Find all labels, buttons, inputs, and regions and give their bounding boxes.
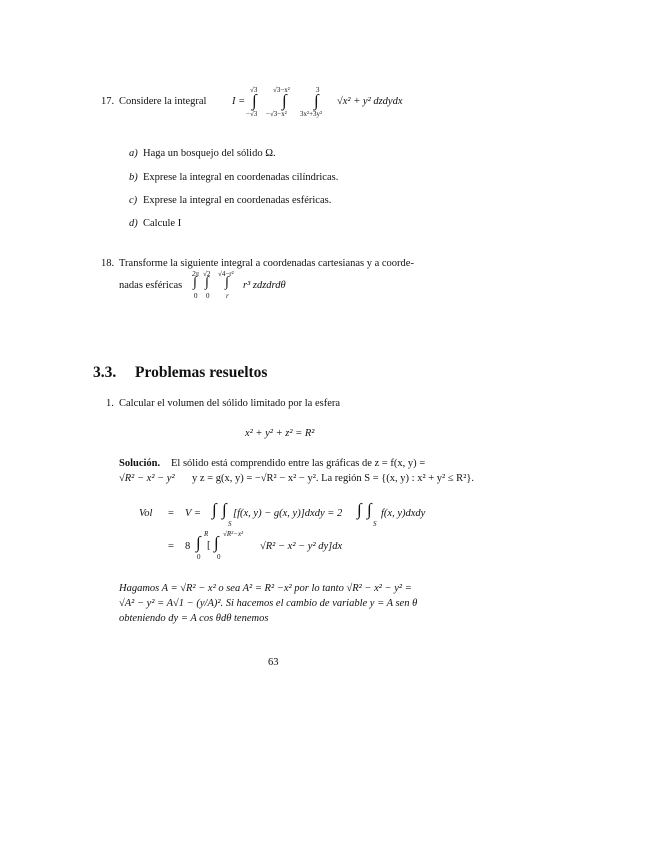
lim3-bot: r — [226, 292, 229, 300]
integral-sign: ∫ — [367, 500, 372, 519]
lim3-top: 3 — [316, 86, 320, 94]
item-label: d) — [129, 218, 138, 229]
item-label: b) — [129, 172, 138, 183]
paragraph-line2: √A² − y² = A√1 − (y/A)². Si hacemos el cambio de variable y = A sen θ — [119, 598, 418, 609]
integral-sign: ∫ — [282, 91, 287, 110]
lim-0: 0 — [217, 553, 221, 561]
integral-sign: ∫ — [193, 275, 197, 290]
vol-rhs-1: [f(x, y) − g(x, y)]dxdy = 2 — [233, 508, 343, 519]
paragraph-line1: Hagamos A = √R² − x² o sea A² = R² −x² por lo tanto √R² − x² − y² = — [119, 583, 412, 594]
problem-17-I-eq: I = — [232, 96, 246, 107]
lim1-bot: 0 — [194, 292, 198, 300]
lim2-bot: 0 — [206, 292, 210, 300]
lim2-bot: −√3−x² — [266, 110, 287, 118]
integrand-17: √x² + y² dzdydx — [337, 96, 403, 107]
integral-sign: ∫ — [212, 500, 217, 519]
vol-lhs: Vol — [139, 508, 153, 519]
integral-sign: ∫ — [222, 500, 227, 519]
lim1-top: √3 — [250, 86, 258, 94]
open-bracket: [ — [207, 540, 211, 551]
paragraph-line3: obteniendo dy = A cos θdθ tenemos — [119, 613, 269, 624]
lim-inner: √R²−x² — [223, 530, 244, 538]
lim-0: 0 — [197, 553, 201, 561]
vol-eq-1: = — [168, 508, 174, 519]
lim2-top: √3−x² — [273, 86, 290, 94]
integral-sign: ∫ — [314, 91, 319, 110]
item-label: c) — [129, 195, 138, 206]
solution-label: Solución. — [119, 458, 161, 469]
sub-S: S — [373, 520, 377, 528]
integral-sign: ∫ — [225, 275, 229, 290]
vol-rhs-2: √R² − x² − y² dy]dx — [260, 541, 343, 552]
problem-17-number: 17. — [101, 96, 115, 107]
section-number: 3.3. — [93, 364, 117, 381]
section-title: Problemas resueltos — [135, 364, 268, 381]
solution-line2: y z = g(x, y) = −√R² − x² − y². La región S = {(x, y) : x² + y² ≤ R²}. — [192, 473, 475, 484]
integral-sign: ∫ — [196, 533, 201, 552]
vol-rhs-1b: f(x, y)dxdy — [381, 508, 426, 519]
sphere-equation: x² + y² + z² = R² — [245, 428, 315, 439]
problem-18-line2: nadas esféricas — [119, 280, 183, 291]
integral-sign: ∫ — [214, 533, 219, 552]
item-text: Exprese la integral en coordenadas cilíndricas. — [143, 172, 339, 183]
solution-line1: El sólido está comprendido entre las gráficas de z = f(x, y) = — [171, 458, 426, 469]
sub-S: S — [228, 520, 232, 528]
lim1-top: 2π — [192, 270, 200, 278]
solved-1-statement: Calcular el volumen del sólido limitado por la esfera — [119, 398, 341, 409]
item-label: a) — [129, 148, 138, 159]
integral-sign: ∫ — [205, 275, 209, 290]
page-number: 63 — [268, 657, 279, 668]
integrand-18: r³ zdzdrdθ — [243, 280, 286, 291]
lim2-top: √2 — [203, 270, 211, 278]
problem-18-line1: Transforme la siguiente integral a coordenadas cartesianas y a coorde- — [119, 258, 414, 269]
item-text: Haga un bosquejo del sólido Ω. — [143, 148, 276, 159]
item-text: Exprese la integral en coordenadas esféricas. — [143, 195, 332, 206]
vol-8: 8 — [185, 541, 191, 552]
lim1-bot: −√3 — [246, 110, 258, 118]
lim-R: R — [204, 530, 209, 538]
solution-line2-root: √R² − x² − y² — [119, 473, 175, 484]
lim3-bot: 3x²+3y² — [300, 110, 323, 118]
problem-17-lead: Considere la integral — [119, 96, 207, 107]
integral-sign: ∫ — [357, 500, 362, 519]
vol-eq-2: = — [168, 541, 174, 552]
item-text: Calcule I — [143, 218, 182, 229]
lim3-top: √4−r² — [218, 270, 234, 278]
problem-18-number: 18. — [101, 258, 115, 269]
solved-1-number: 1. — [106, 398, 114, 409]
integral-sign: ∫ — [252, 91, 257, 110]
vol-V: V = — [185, 508, 201, 519]
